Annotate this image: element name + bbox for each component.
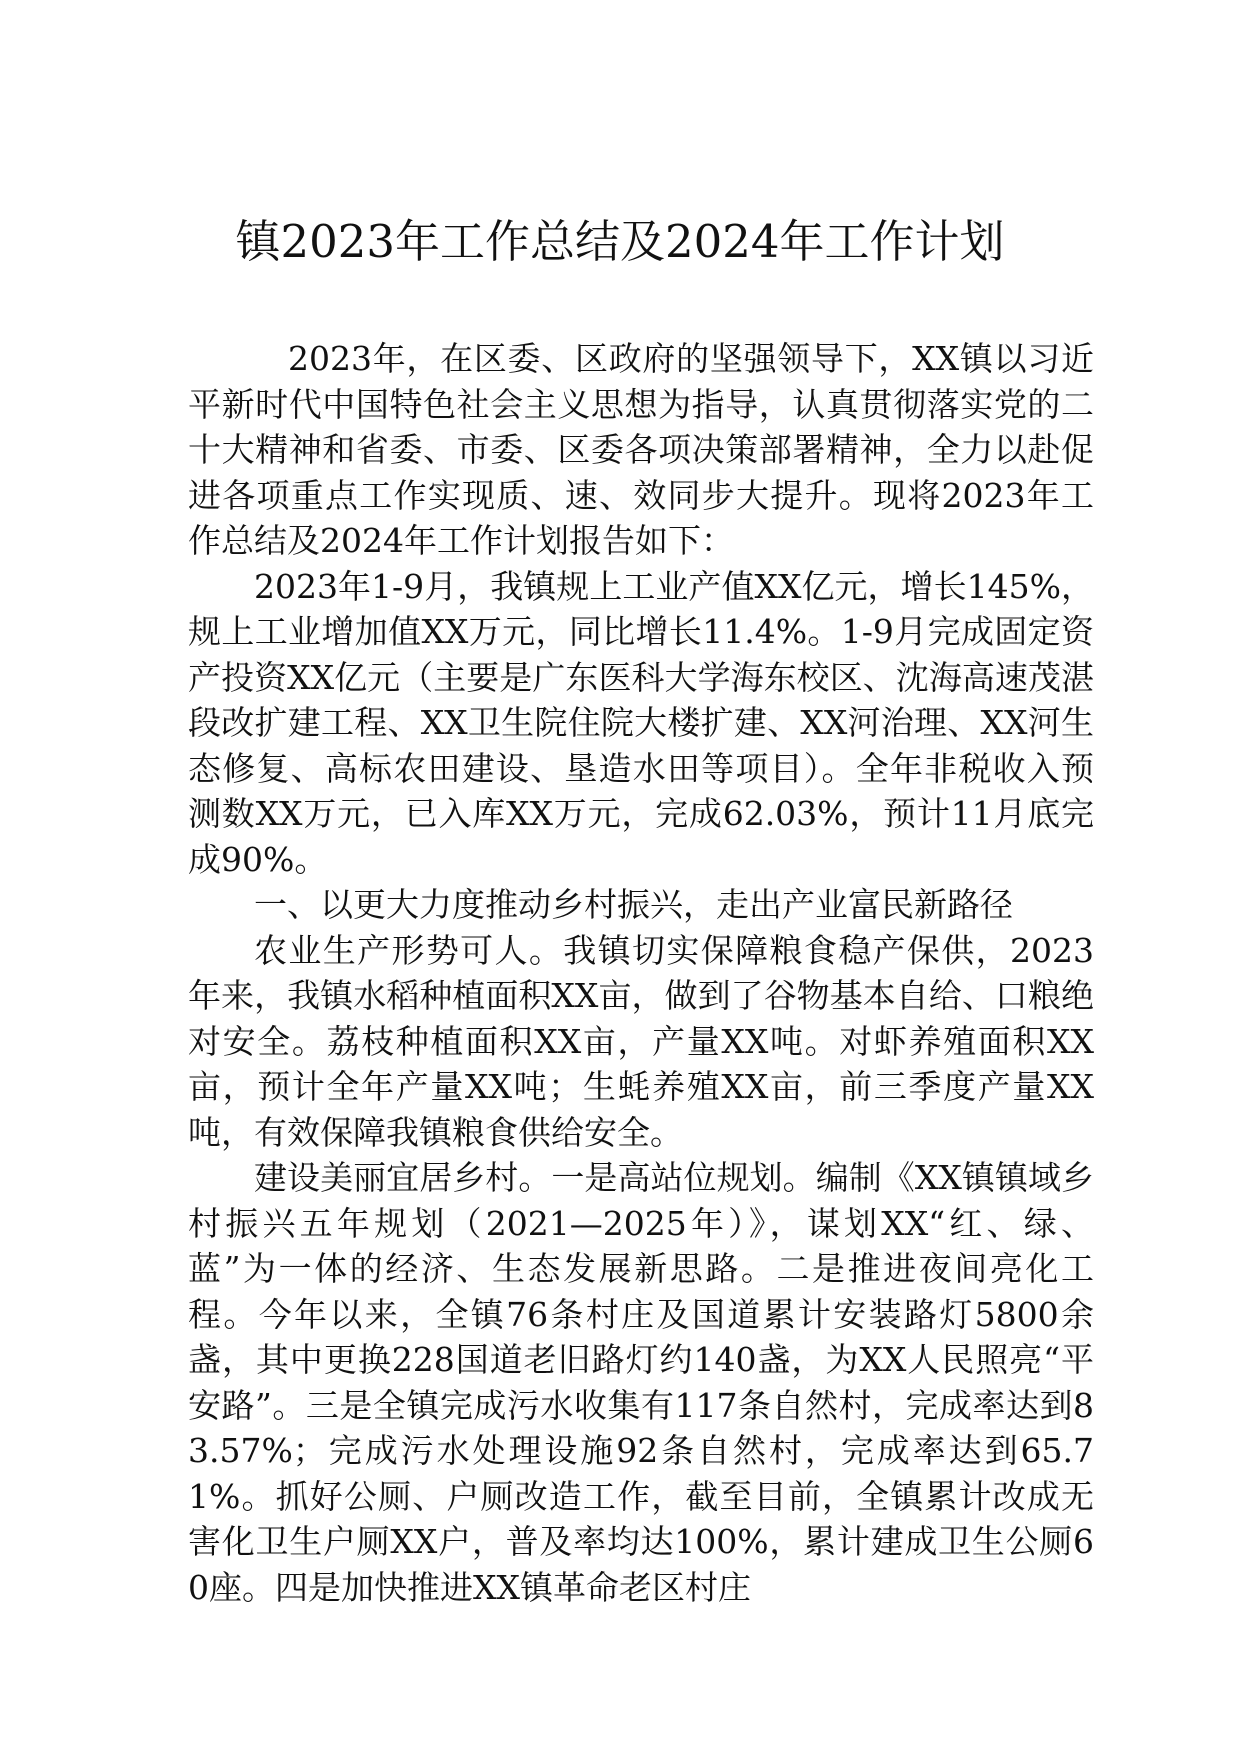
document-body [188, 336, 1094, 1610]
document-title: 镇2023年工作总结及2024年工作计划 [235, 215, 1005, 268]
agriculture-paragraph: 农业生产形势可人。我镇切实保障粮食稳产保供，2023年来，我镇水稻种植面积XX亩，做到了谷物基本自给、口粮绝对安全。荔枝种植面积XX亩，产量XX吨。对虾养殖面积XX亩，预计全年产量XX吨；生蚝养殖XX亩，前三季度产量XX吨，有效保障我镇粮食供给安全。 [188, 930, 1094, 1152]
statistics-paragraph: 2023年1-9月，我镇规上工业产值XX亿元，增长145%，规上工业增加值XX万元，同比增长11.4%。1-9月完成固定资产投资XX亿元（主要是广东医科大学海东校区、沈海高速茂湛段改扩建工程、XX卫生院住院大楼扩建、XX河治理、XX河生态修复、高标农田建设、垦造水田等项目）。全年非税收入预测数XX万元，已入库XX万元，完成62.03%，预计11月底完成90%。 [188, 566, 1094, 879]
rural-construction-paragraph: 建设美丽宜居乡村。一是高站位规划。编制《XX镇镇域乡村振兴五年规划（2021—2025年）》，谋划XX“红、绿、蓝”为一体的经济、生态发展新思路。二是推进夜间亮化工程。今年以来，全镇76条村庄及国道累计安装路灯5800余盏，其中更换228国道老旧路灯约140盏，为XX人民照亮“平安路”。三是全镇完成污水收集有117条自然村，完成率达到83.57%；完成污水处理设施92条自然村，完成率达到65.71%。抓好公厕、户厕改造工作，截至目前，全镇累计改成无害化卫生户厕XX户，普及率均达100%，累计建成卫生公厕60座。四是加快推进XX镇革命老区村庄 [188, 1158, 1094, 1607]
section-heading: 一、以更大力度推动乡村振兴，走出产业富民新路径 [254, 885, 1013, 924]
intro-paragraph: 2023年，在区委、区政府的坚强领导下，XX镇以习近平新时代中国特色社会主义思想为指导，认真贯彻落实党的二十大精神和省委、市委、区委各项决策部署精神，全力以赴促进各项重点工作实现质、速、效同步大提升。现将2023年工作总结及2024年工作计划报告如下： [188, 339, 1094, 560]
